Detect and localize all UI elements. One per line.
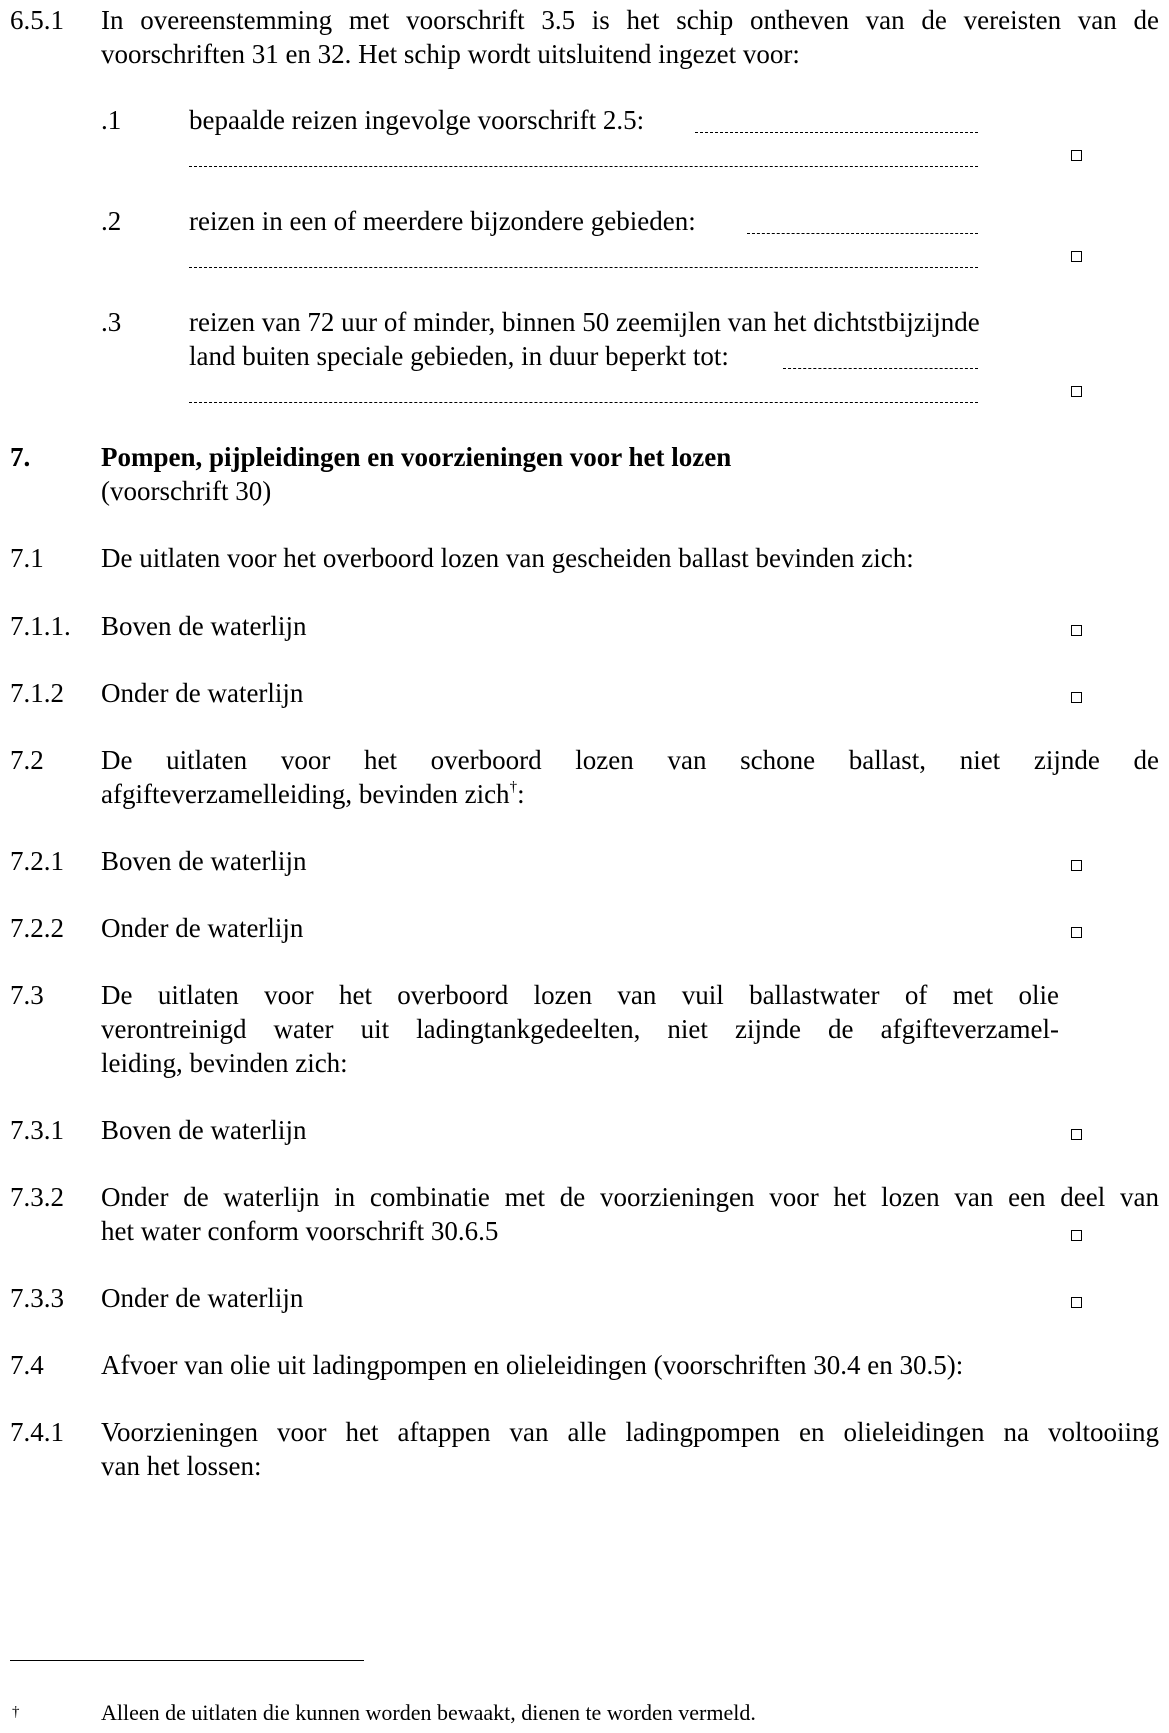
checkbox[interactable]	[1071, 386, 1082, 397]
item-number: 7.3.3	[10, 1283, 64, 1313]
fill-in-line[interactable]	[189, 166, 978, 167]
fill-in-line[interactable]	[695, 132, 978, 133]
checkbox[interactable]	[1071, 1230, 1082, 1241]
checkbox[interactable]	[1071, 1129, 1082, 1140]
section-text	[101, 978, 1059, 1080]
item-number: .1	[101, 105, 122, 135]
item-text	[189, 305, 1069, 373]
text-line	[101, 777, 1159, 811]
checkbox[interactable]	[1071, 1297, 1082, 1308]
item-number: .3	[101, 307, 122, 337]
heading-subtitle: (voorschrift 30)	[101, 476, 272, 506]
item-number: 7.4.1	[10, 1417, 64, 1447]
item-text: Boven de waterlijn	[101, 611, 307, 641]
section-number: 7.4	[10, 1350, 44, 1380]
section-title	[101, 440, 731, 508]
item-number: 7.1.1.	[10, 611, 71, 641]
section-text	[101, 743, 1159, 811]
item-text: Boven de waterlijn	[101, 1115, 307, 1145]
section-number: 7.3	[10, 980, 44, 1010]
text-line: reizen van 72 uur of minder, binnen 50 zeemijlen van het dichtstbijzijnde	[189, 307, 980, 337]
footnote-mark: †	[12, 1704, 20, 1720]
section-number: 7.	[10, 442, 31, 472]
item-text: Onder de waterlijn	[101, 678, 304, 708]
checkbox[interactable]	[1071, 150, 1082, 161]
item-number: 7.2.2	[10, 913, 64, 943]
heading-title: Pompen, pijpleidingen en voorzieningen voor het lozen	[101, 442, 732, 472]
checkbox[interactable]	[1071, 251, 1082, 262]
text-line: De uitlaten voor het overboord lozen van schone ballast, niet zijnde de	[101, 745, 1159, 775]
footnote-reference: †	[509, 779, 518, 795]
item-text	[101, 1415, 1159, 1483]
item-text: Onder de waterlijn	[101, 913, 304, 943]
text-line: voorschriften 31 en 32. Het schip wordt uitsluitend ingezet voor:	[101, 39, 800, 69]
section-number: 7.1	[10, 543, 44, 573]
section-text	[101, 3, 1159, 71]
fill-in-line[interactable]	[189, 402, 978, 403]
text-line: Voorzieningen voor het aftappen van alle ladingpompen en olieleidingen na voltooiing	[101, 1417, 1159, 1447]
item-text	[101, 1180, 1159, 1248]
fill-in-line[interactable]	[747, 233, 978, 234]
fill-in-line[interactable]	[783, 368, 978, 369]
checkbox[interactable]	[1071, 860, 1082, 871]
fill-in-line[interactable]	[189, 267, 978, 268]
footnote-text: Alleen de uitlaten die kunnen worden bewaakt, dienen te worden vermeld.	[101, 1700, 756, 1725]
item-number: 7.1.2	[10, 678, 64, 708]
text-line: De uitlaten voor het overboord lozen van vuil ballastwater of met olie	[101, 980, 1059, 1010]
section-text: De uitlaten voor het overboord lozen van gescheiden ballast bevinden zich:	[101, 543, 914, 573]
text-span: afgifteverzamelleiding, bevinden zich	[101, 779, 510, 809]
checkbox[interactable]	[1071, 692, 1082, 703]
section-number: 7.2	[10, 745, 44, 775]
item-text: bepaalde reizen ingevolge voorschrift 2.5:	[189, 105, 645, 135]
item-text: Onder de waterlijn	[101, 1283, 304, 1313]
text-span: :	[517, 779, 525, 809]
footnote-divider	[10, 1660, 364, 1661]
item-text: reizen in een of meerdere bijzondere gebieden:	[189, 206, 696, 236]
checkbox[interactable]	[1071, 927, 1082, 938]
section-text: Afvoer van olie uit ladingpompen en olieleidingen (voorschriften 30.4 en 30.5):	[101, 1350, 964, 1380]
text-line: het water conform voorschrift 30.6.5	[101, 1216, 499, 1246]
text-line: land buiten speciale gebieden, in duur beperkt tot:	[189, 341, 729, 371]
text-line: van het lossen:	[101, 1451, 262, 1481]
item-number: 7.3.1	[10, 1115, 64, 1145]
section-number: 6.5.1	[10, 5, 64, 35]
item-number: 7.3.2	[10, 1182, 64, 1212]
item-number: 7.2.1	[10, 846, 64, 876]
text-line: In overeenstemming met voorschrift 3.5 is het schip ontheven van de vereisten van de	[101, 5, 1159, 35]
text-line: leiding, bevinden zich:	[101, 1048, 348, 1078]
checkbox[interactable]	[1071, 625, 1082, 636]
item-number: .2	[101, 206, 122, 236]
item-text: Boven de waterlijn	[101, 846, 307, 876]
text-line: Onder de waterlijn in combinatie met de voorzieningen voor het lozen van een deel van	[101, 1182, 1159, 1212]
text-line: verontreinigd water uit ladingtankgedeelten, niet zijnde de afgifteverzamel-	[101, 1014, 1059, 1044]
